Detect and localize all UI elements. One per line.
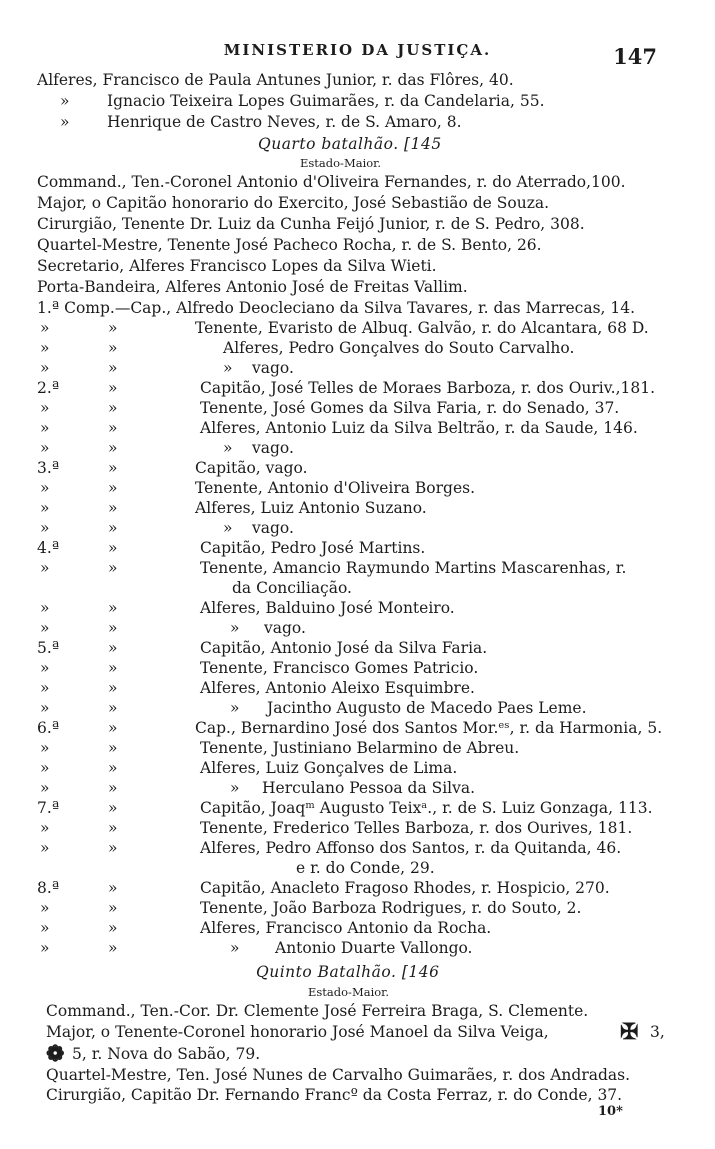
- ditto-mark: »: [108, 559, 118, 577]
- ditto-mark: »: [230, 939, 240, 957]
- ditto-mark: »: [108, 879, 118, 897]
- ditto-mark: »: [40, 479, 50, 497]
- ditto-mark: »: [40, 679, 50, 697]
- text-line: Tenente, Antonio d'Oliveira Borges.: [195, 479, 476, 497]
- ditto-mark: »: [40, 359, 50, 377]
- ditto-mark: »: [108, 759, 118, 777]
- ditto-mark: »: [108, 659, 118, 677]
- ditto-mark: »: [40, 939, 50, 957]
- text-line: Alferes, Balduino José Monteiro.: [200, 599, 455, 617]
- text-line: Jacintho Augusto de Macedo Paes Leme.: [267, 699, 587, 717]
- text-line: Capitão, Pedro José Martins.: [200, 539, 426, 557]
- ditto-mark: »: [108, 439, 118, 457]
- ditto-mark: »: [40, 759, 50, 777]
- ditto-mark: »: [40, 399, 50, 417]
- text-line: Antonio Duarte Vallongo.: [275, 939, 473, 957]
- ditto-mark: »: [60, 113, 70, 131]
- text-line: Alferes, Pedro Affonso dos Santos, r. da Quitanda, 46.: [200, 839, 622, 857]
- subheading: Estado-Maior.: [308, 985, 390, 999]
- ditto-mark: »: [40, 899, 50, 917]
- text-line: Capitão, Joaqᵐ Augusto Teixᵃ., r. de S. Luiz Gonzaga, 113.: [200, 799, 653, 817]
- text-line: Cap., Bernardino José dos Santos Mor.ᵉˢ, r. da Harmonia, 5.: [195, 719, 663, 737]
- company-number: 7.ª: [37, 799, 60, 817]
- ditto-mark: »: [108, 799, 118, 817]
- text-line: Herculano Pessoa da Silva.: [262, 779, 476, 797]
- ditto-mark: »: [108, 819, 118, 837]
- text-line: Tenente, Justiniano Belarmino de Abreu.: [200, 739, 520, 757]
- company-number: 5.ª: [37, 639, 60, 657]
- text-line: vago.: [252, 359, 294, 377]
- text-line: Porta-Bandeira, Alferes Antonio José de Freitas Vallim.: [37, 278, 468, 296]
- text-line: Command., Ten.-Coronel Antonio d'Oliveira Fernandes, r. do Aterrado,100.: [37, 173, 626, 191]
- text-line: 1.ª Comp.—Cap., Alfredo Deocleciano da Silva Tavares, r. das Marrecas, 14.: [37, 299, 636, 317]
- text-line: Command., Ten.-Cor. Dr. Clemente José Ferreira Braga, S. Clemente.: [46, 1002, 589, 1020]
- ditto-mark: »: [108, 919, 118, 937]
- ditto-mark: »: [108, 899, 118, 917]
- text-line: Tenente, José Gomes da Silva Faria, r. do Senado, 37.: [200, 399, 620, 417]
- text-line: Capitão, José Telles de Moraes Barboza, r. dos Ouriv.,181.: [200, 379, 656, 397]
- ditto-mark: »: [108, 839, 118, 857]
- ditto-mark: »: [40, 419, 50, 437]
- ditto-mark: »: [40, 319, 50, 337]
- ditto-mark: »: [108, 939, 118, 957]
- text-line: Capitão, Anacleto Fragoso Rhodes, r. Hospicio, 270.: [200, 879, 610, 897]
- ditto-mark: »: [108, 339, 118, 357]
- text-line: Quartel-Mestre, Ten. José Nunes de Carvalho Guimarães, r. dos Andradas.: [46, 1066, 631, 1084]
- page-number: 147: [613, 44, 657, 69]
- text-line: vago.: [252, 439, 294, 457]
- ditto-mark: »: [230, 619, 240, 637]
- ditto-mark: »: [108, 319, 118, 337]
- text-line: Cirurgião, Tenente Dr. Luiz da Cunha Feijó Junior, r. de S. Pedro, 308.: [37, 215, 585, 233]
- text-line: 5, r. Nova do Sabão, 79.: [72, 1045, 261, 1063]
- ditto-mark: »: [40, 619, 50, 637]
- text-line: Cirurgião, Capitão Dr. Fernando Francº da Costa Ferraz, r. do Conde, 37.: [46, 1086, 623, 1104]
- signature-mark: 10*: [598, 1104, 623, 1119]
- ditto-mark: »: [108, 519, 118, 537]
- ditto-mark: »: [40, 439, 50, 457]
- text-line: Quartel-Mestre, Tenente José Pacheco Rocha, r. de S. Bento, 26.: [37, 236, 542, 254]
- ditto-mark: »: [108, 739, 118, 757]
- text-line: Alferes, Luiz Gonçalves de Lima.: [200, 759, 458, 777]
- text-line: Tenente, Amancio Raymundo Martins Mascarenhas, r.: [200, 559, 627, 577]
- ditto-mark: »: [40, 559, 50, 577]
- ditto-mark: »: [230, 779, 240, 797]
- company-number: 8.ª: [37, 879, 60, 897]
- ditto-mark: »: [223, 439, 233, 457]
- ditto-mark: »: [40, 739, 50, 757]
- ditto-mark: »: [230, 699, 240, 717]
- ditto-mark: »: [108, 459, 118, 477]
- ditto-mark: »: [40, 599, 50, 617]
- text-line: 3,: [650, 1023, 665, 1041]
- text-line: Alferes, Luiz Antonio Suzano.: [195, 499, 427, 517]
- ditto-mark: »: [40, 839, 50, 857]
- ditto-mark: »: [40, 499, 50, 517]
- text-line: Tenente, Francisco Gomes Patricio.: [200, 659, 479, 677]
- text-line: Tenente, Frederico Telles Barboza, r. dos Ourives, 181.: [200, 819, 633, 837]
- text-line: da Conciliação.: [232, 579, 352, 597]
- rose-decoration-icon: ❁: [46, 1041, 65, 1067]
- text-line: Capitão, vago.: [195, 459, 308, 477]
- ditto-mark: »: [40, 919, 50, 937]
- ditto-mark: »: [40, 819, 50, 837]
- text-line: Secretario, Alferes Francisco Lopes da Silva Wieti.: [37, 257, 437, 275]
- text-line: e r. do Conde, 29.: [296, 859, 435, 877]
- ditto-mark: »: [108, 679, 118, 697]
- running-header: MINISTERIO DA JUSTIÇA.: [223, 41, 492, 59]
- text-line: Henrique de Castro Neves, r. de S. Amaro, 8.: [107, 113, 462, 131]
- text-line: Ignacio Teixeira Lopes Guimarães, r. da Candelaria, 55.: [107, 92, 545, 110]
- ditto-mark: »: [60, 92, 70, 110]
- ditto-mark: »: [40, 519, 50, 537]
- ditto-mark: »: [223, 519, 233, 537]
- ditto-mark: »: [108, 639, 118, 657]
- ditto-mark: »: [108, 419, 118, 437]
- text-line: Major, o Tenente-Coronel honorario José Manoel da Silva Veiga,: [46, 1023, 549, 1041]
- ditto-mark: »: [108, 619, 118, 637]
- text-line: Alferes, Pedro Gonçalves do Souto Carvalho.: [223, 339, 575, 357]
- ditto-mark: »: [40, 659, 50, 677]
- text-line: vago.: [264, 619, 306, 637]
- text-line: Capitão, Antonio José da Silva Faria.: [200, 639, 488, 657]
- section-heading: Quinto Batalhão. [146: [256, 963, 440, 981]
- cross-decoration-icon: ✠: [620, 1019, 639, 1045]
- ditto-mark: »: [108, 539, 118, 557]
- ditto-mark: »: [108, 719, 118, 737]
- company-number: 4.ª: [37, 539, 60, 557]
- text-line: Alferes, Francisco de Paula Antunes Junior, r. das Flôres, 40.: [37, 71, 514, 89]
- ditto-mark: »: [40, 339, 50, 357]
- company-number: 6.ª: [37, 719, 60, 737]
- text-line: Tenente, João Barboza Rodrigues, r. do Souto, 2.: [200, 899, 582, 917]
- ditto-mark: »: [40, 779, 50, 797]
- text-line: Alferes, Antonio Aleixo Esquimbre.: [200, 679, 475, 697]
- ditto-mark: »: [108, 599, 118, 617]
- text-line: Alferes, Antonio Luiz da Silva Beltrão, r. da Saude, 146.: [200, 419, 638, 437]
- subheading: Estado-Maior.: [300, 156, 382, 170]
- text-line: Major, o Capitão honorario do Exercito, José Sebastião de Souza.: [37, 194, 550, 212]
- ditto-mark: »: [108, 359, 118, 377]
- section-heading: Quarto batalhão. [145: [258, 135, 442, 153]
- company-number: 2.ª: [37, 379, 60, 397]
- ditto-mark: »: [108, 499, 118, 517]
- ditto-mark: »: [223, 359, 233, 377]
- ditto-mark: »: [108, 779, 118, 797]
- company-number: 3.ª: [37, 459, 60, 477]
- text-line: Tenente, Evaristo de Albuq. Galvão, r. do Alcantara, 68 D.: [195, 319, 649, 337]
- ditto-mark: »: [108, 479, 118, 497]
- text-line: Alferes, Francisco Antonio da Rocha.: [200, 919, 492, 937]
- ditto-mark: »: [108, 699, 118, 717]
- text-line: vago.: [252, 519, 294, 537]
- ditto-mark: »: [108, 379, 118, 397]
- ditto-mark: »: [108, 399, 118, 417]
- ditto-mark: »: [40, 699, 50, 717]
